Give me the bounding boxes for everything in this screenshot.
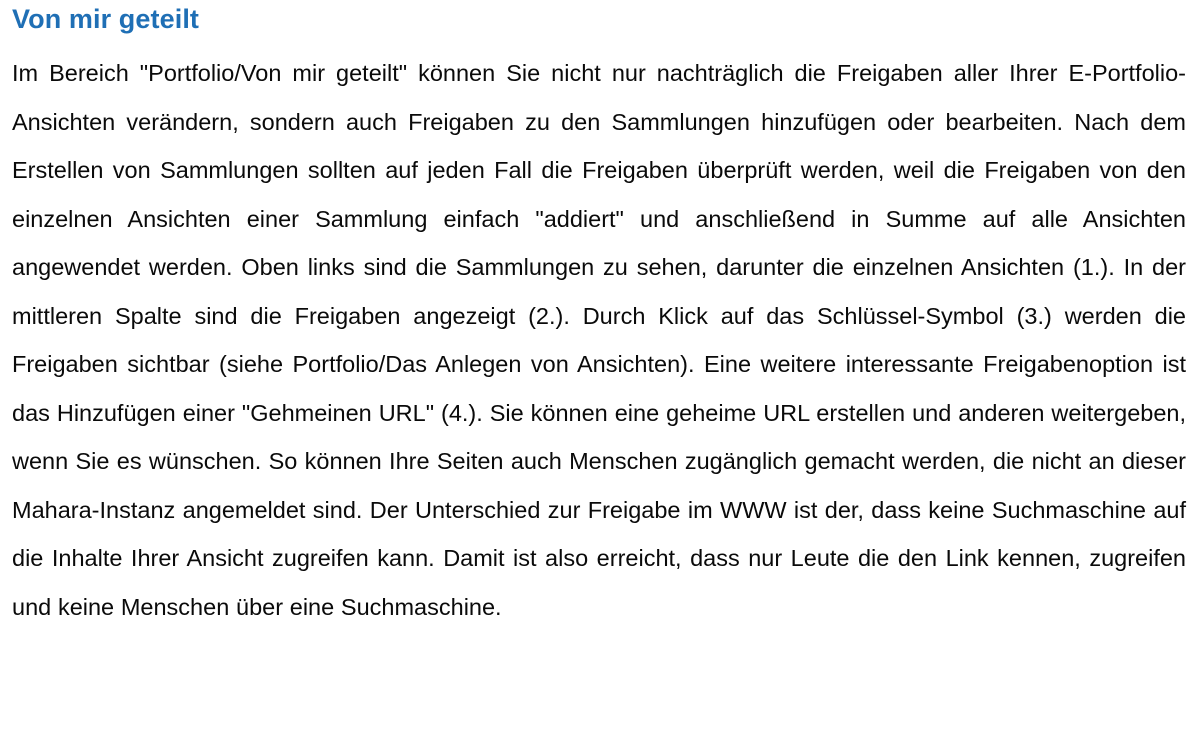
body-paragraph: Im Bereich "Portfolio/Von mir geteilt" können Sie nicht nur nachträglich die Freigaben aller Ihrer E-Portfolio-Ansichten verändern, sondern auch Freigaben zu den Sammlungen hinzufügen oder bearbeiten. Nach dem Erstellen von Sammlungen sollten auf jeden Fall die Freigaben überprüft werden, weil die Freigaben von den einzelnen Ansichten einer Sammlung einfach "addiert" und anschließend in Summe auf alle Ansichten angewendet werden. Oben links sind die Sammlungen zu sehen, darunter die einzelnen Ansichten (1.). In der mittleren Spalte sind die Freigaben angezeigt (2.). Durch Klick auf das Schlüssel-Symbol (3.) werden die Freigaben sichtbar (siehe Portfolio/Das Anlegen von Ansichten). Eine weitere interessante Freigabenoption ist das Hinzufügen einer "Gehmeinen URL" (4.). Sie können eine geheime URL erstellen und anderen weitergeben, wenn Sie es wünschen. So können Ihre Seiten auch Menschen zugänglich gemacht werden, die nicht an dieser Mahara-Instanz angemeldet sind. Der Unterschied zur Freigabe im WWW ist der, dass keine Suchmaschine auf die Inhalte Ihrer Ansicht zugreifen kann. Damit ist also erreicht, dass nur Leute die den Link kennen, zugreifen und keine Menschen über eine Suchmaschine. [12,60,1193,620]
page-title: Von mir geteilt [12,4,200,34]
